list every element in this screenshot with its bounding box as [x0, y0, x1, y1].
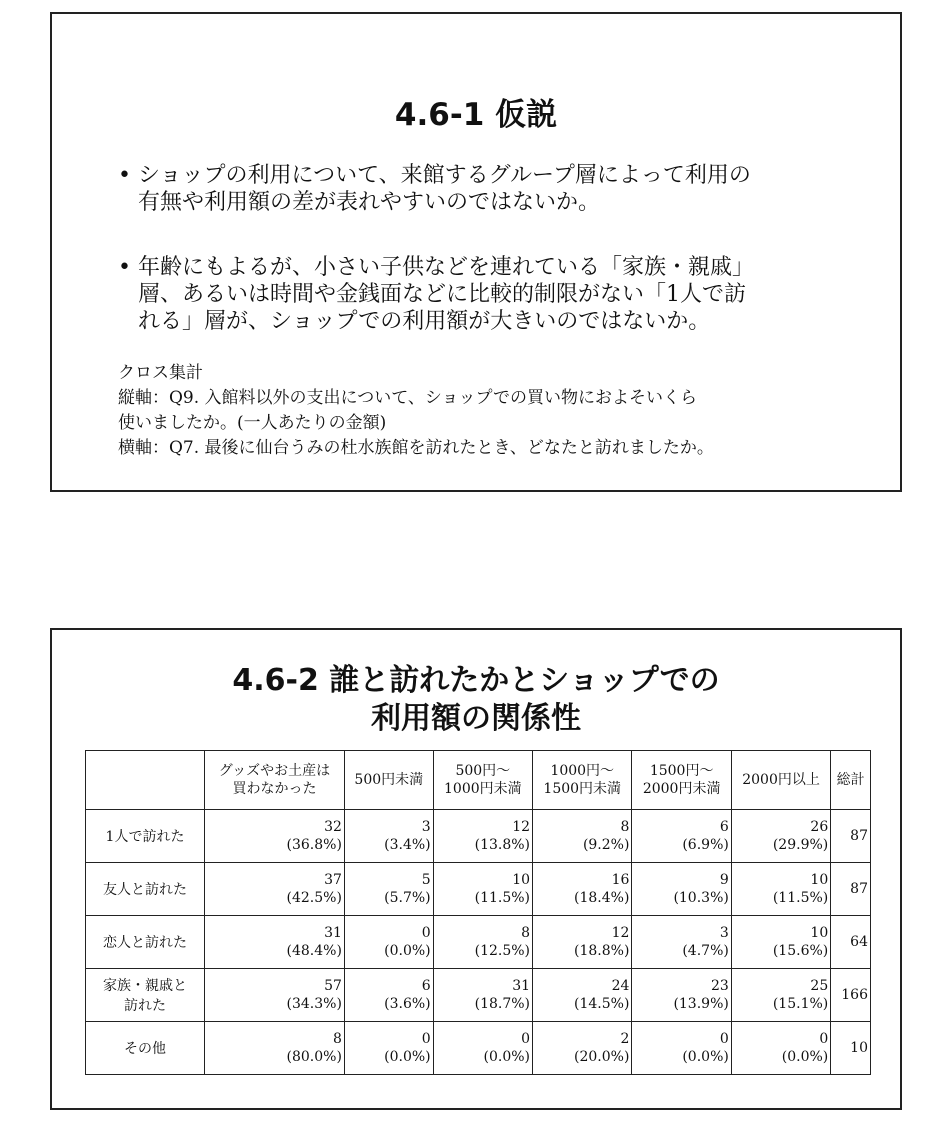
total-cell: 87	[831, 863, 871, 916]
percent-value: (5.7%)	[384, 890, 431, 906]
count-value: 23	[711, 978, 729, 994]
count-cell	[205, 1022, 345, 1075]
table-row	[86, 916, 871, 969]
count-cell	[632, 1022, 731, 1075]
count-cell	[433, 863, 532, 916]
percent-value: (6.9%)	[682, 837, 729, 853]
row-label: 友人と訪れた	[86, 863, 205, 916]
count-value: 8	[521, 925, 531, 941]
count-value: 37	[324, 872, 342, 888]
count-cell	[433, 1022, 532, 1075]
percent-value: (10.3%)	[673, 890, 729, 906]
percent-value: (34.3%)	[286, 996, 342, 1012]
total-cell: 166	[831, 969, 871, 1022]
percent-value: (0.0%)	[483, 1049, 531, 1065]
percent-value: (11.5%)	[772, 890, 829, 906]
percent-value: (18.8%)	[574, 943, 630, 959]
total-cell: 64	[831, 916, 871, 969]
count-cell	[344, 1022, 433, 1075]
count-value: 57	[324, 978, 342, 994]
count-value: 0	[521, 1031, 531, 1047]
cross-tab-description	[118, 361, 878, 461]
count-value: 25	[810, 978, 829, 994]
count-cell	[205, 810, 345, 863]
percent-value: (14.5%)	[574, 996, 630, 1012]
count-value: 3	[719, 925, 729, 941]
count-cell	[632, 863, 731, 916]
header-cell: 総計	[831, 751, 871, 810]
count-cell	[344, 863, 433, 916]
bullet-dot: •	[118, 163, 131, 188]
row-label: 1人で訪れた	[86, 810, 205, 863]
percent-value: (36.8%)	[286, 837, 342, 853]
percent-value: (13.9%)	[673, 996, 729, 1012]
count-cell	[731, 1022, 830, 1075]
slide-relationship	[50, 628, 902, 1110]
count-cell	[632, 916, 731, 969]
vertical-axis-line: 使いましたか。(一人あたりの金額)	[118, 413, 387, 433]
table-row	[86, 810, 871, 863]
percent-value: (0.0%)	[781, 1049, 829, 1065]
percent-value: (18.4%)	[574, 890, 630, 906]
count-cell	[731, 863, 830, 916]
header-cell: グッズやお土産は 買わなかった	[205, 751, 345, 810]
count-cell	[731, 916, 830, 969]
count-value: 10	[810, 872, 829, 888]
bullet-item	[118, 254, 858, 335]
count-value: 10	[512, 872, 531, 888]
count-cell	[205, 863, 345, 916]
count-cell	[205, 916, 345, 969]
percent-value: (13.8%)	[474, 837, 531, 853]
header-cell	[86, 751, 205, 810]
bullet-text-line: れる」層が、ショップでの利用額が大きいのではないか。	[138, 309, 711, 334]
count-value: 0	[719, 1031, 729, 1047]
percent-value: (15.1%)	[772, 996, 829, 1012]
slide-hypothesis	[50, 12, 902, 492]
count-cell	[632, 969, 731, 1022]
count-cell	[433, 969, 532, 1022]
percent-value: (11.5%)	[474, 890, 531, 906]
count-cell	[533, 863, 632, 916]
count-value: 3	[421, 819, 431, 835]
percent-value: (0.0%)	[384, 1049, 431, 1065]
count-cell	[731, 810, 830, 863]
count-value: 6	[421, 978, 431, 994]
count-cell	[533, 969, 632, 1022]
count-value: 16	[611, 872, 630, 888]
percent-value: (18.7%)	[474, 996, 531, 1012]
count-value: 32	[324, 819, 342, 835]
percent-value: (12.5%)	[474, 943, 531, 959]
header-cell: 2000円以上	[731, 751, 830, 810]
count-value: 8	[333, 1031, 342, 1047]
count-value: 0	[421, 1031, 431, 1047]
row-label: その他	[86, 1022, 205, 1075]
count-value: 12	[512, 819, 531, 835]
count-value: 6	[719, 819, 729, 835]
bullet-text-line: 年齢にもよるが、小さい子供などを連れている「家族・親戚」	[138, 255, 755, 280]
slide-title	[52, 662, 900, 738]
table-row	[86, 969, 871, 1022]
count-cell	[731, 969, 830, 1022]
header-cell: 500円未満	[344, 751, 433, 810]
count-value: 2	[620, 1031, 630, 1047]
bullet-dot: •	[118, 255, 131, 280]
bullet-text-line: 層、あるいは時間や金銭面などに比較的制限がない「1人で訪	[138, 282, 746, 307]
count-cell	[205, 969, 345, 1022]
count-value: 9	[719, 872, 729, 888]
percent-value: (3.4%)	[384, 837, 431, 853]
table-row	[86, 863, 871, 916]
header-cell: 1500円～ 2000円未満	[632, 751, 731, 810]
bullet-text-line: ショップの利用について、来館するグループ層によって利用の	[138, 163, 751, 188]
percent-value: (0.0%)	[682, 1049, 729, 1065]
count-value: 31	[324, 925, 342, 941]
percent-value: (29.9%)	[772, 837, 829, 853]
count-cell	[533, 916, 632, 969]
percent-value: (20.0%)	[574, 1049, 630, 1065]
percent-value: (15.6%)	[772, 943, 829, 959]
header-cell: 500円～ 1000円未満	[433, 751, 532, 810]
count-value: 0	[421, 925, 431, 941]
total-cell: 87	[831, 810, 871, 863]
percent-value: (0.0%)	[384, 943, 431, 959]
count-cell	[533, 1022, 632, 1075]
horizontal-axis-line: 横軸：Q7. 最後に仙台うみの杜水族館を訪れたとき、どなたと訪れましたか。	[118, 438, 714, 458]
percent-value: (4.7%)	[682, 943, 729, 959]
bullet-item	[118, 162, 858, 216]
count-value: 5	[421, 872, 431, 888]
count-value: 8	[620, 819, 630, 835]
count-cell	[344, 969, 433, 1022]
count-value: 26	[810, 819, 829, 835]
cross-heading: クロス集計	[118, 363, 203, 383]
cross-table	[85, 750, 871, 1075]
slide-title-line: 利用額の関係性	[371, 701, 581, 736]
percent-value: (42.5%)	[286, 890, 342, 906]
bullet-text-line: 有無や利用額の差が表れやすいのではないか。	[138, 190, 601, 215]
percent-value: (80.0%)	[286, 1049, 342, 1065]
total-cell: 10	[831, 1022, 871, 1075]
count-value: 10	[810, 925, 829, 941]
count-cell	[632, 810, 731, 863]
slide-title-line: 4.6-2 誰と訪れたかとショップでの	[232, 663, 720, 698]
table-header-row	[86, 751, 871, 810]
slide-title: 4.6-1 仮説	[394, 97, 558, 133]
count-value: 12	[611, 925, 630, 941]
percent-value: (3.6%)	[384, 996, 431, 1012]
vertical-axis-line: 縦軸：Q9. 入館料以外の支出について、ショップでの買い物におよそいくら	[118, 388, 698, 408]
count-cell	[433, 810, 532, 863]
percent-value: (48.4%)	[286, 943, 342, 959]
header-cell: 1000円～ 1500円未満	[533, 751, 632, 810]
row-label: 恋人と訪れた	[86, 916, 205, 969]
count-value: 24	[611, 978, 630, 994]
count-value: 0	[819, 1031, 829, 1047]
percent-value: (9.2%)	[582, 837, 630, 853]
count-value: 31	[512, 978, 531, 994]
table-row	[86, 1022, 871, 1075]
count-cell	[533, 810, 632, 863]
count-cell	[344, 916, 433, 969]
count-cell	[344, 810, 433, 863]
row-label: 家族・親戚と 訪れた	[86, 969, 205, 1022]
count-cell	[433, 916, 532, 969]
